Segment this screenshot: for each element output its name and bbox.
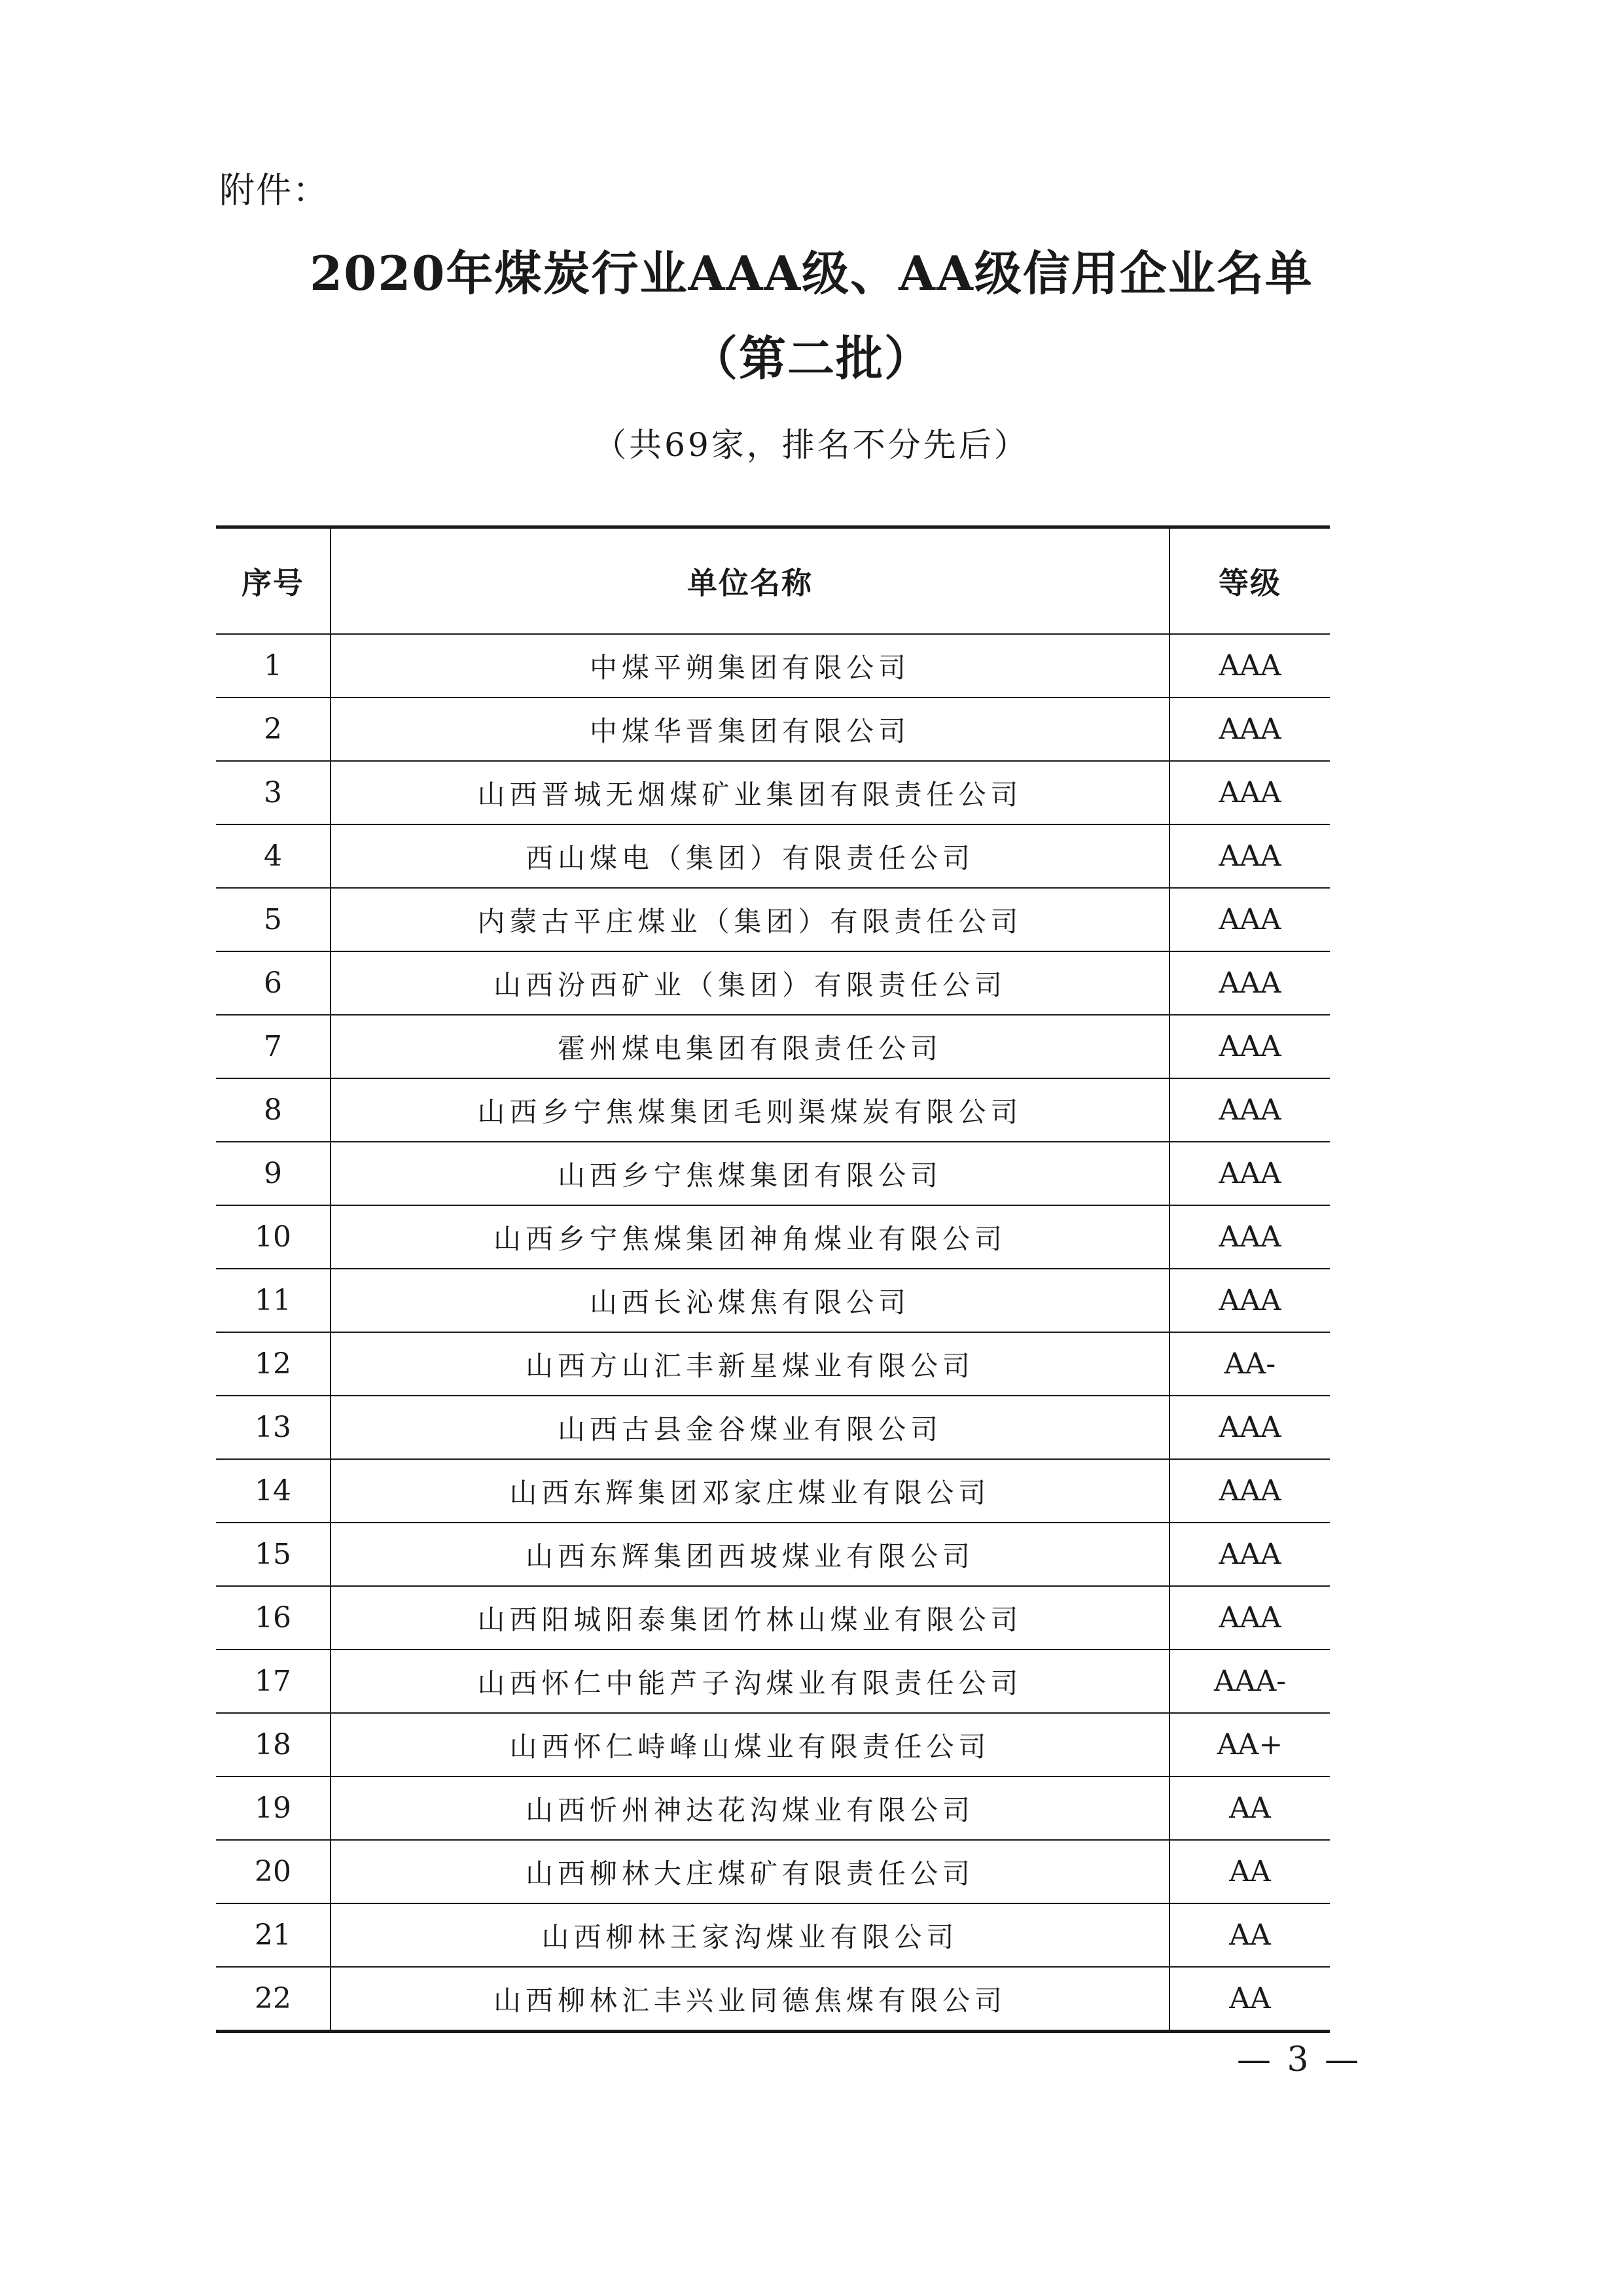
table-row [216, 761, 1330, 824]
unit-name-cell: 山西忻州神达花沟煤业有限公司 [330, 1776, 1169, 1840]
unit-name-cell: 山西乡宁焦煤集团有限公司 [330, 1142, 1169, 1205]
table-row [216, 1586, 1330, 1650]
table-row [216, 634, 1330, 698]
table-row [216, 1523, 1330, 1586]
table-row [216, 824, 1330, 888]
grade-cell: AAA [1169, 1523, 1330, 1586]
serial-number-cell: 14 [216, 1459, 330, 1523]
table-row [216, 1015, 1330, 1078]
table-row [216, 951, 1330, 1015]
table-row [216, 1269, 1330, 1332]
table-row [216, 698, 1330, 761]
header-grade: 等级 [1169, 527, 1330, 635]
grade-cell: AAA [1169, 824, 1330, 888]
table-row [216, 1142, 1330, 1205]
unit-name-cell: 山西怀仁中能芦子沟煤业有限责任公司 [330, 1650, 1169, 1713]
grade-cell: AAA [1169, 951, 1330, 1015]
serial-number-cell: 8 [216, 1078, 330, 1142]
serial-number-cell: 2 [216, 698, 330, 761]
grade-cell: AA- [1169, 1332, 1330, 1396]
serial-number-cell: 7 [216, 1015, 330, 1078]
serial-number-cell: 1 [216, 634, 330, 698]
unit-name-cell: 内蒙古平庄煤业（集团）有限责任公司 [330, 888, 1169, 951]
grade-cell: AA [1169, 1776, 1330, 1840]
enterprise-table-container [216, 525, 1330, 2033]
serial-number-cell: 13 [216, 1396, 330, 1459]
serial-number-cell: 11 [216, 1269, 330, 1332]
serial-number-cell: 15 [216, 1523, 330, 1586]
serial-number-cell: 21 [216, 1903, 330, 1967]
table-row [216, 1840, 1330, 1903]
table-row [216, 1396, 1330, 1459]
unit-name-cell: 山西古县金谷煤业有限公司 [330, 1396, 1169, 1459]
document-subtitle: （共69家，排名不分先后） [594, 426, 1029, 464]
unit-name-cell: 山西阳城阳泰集团竹林山煤业有限公司 [330, 1586, 1169, 1650]
unit-name-cell: 山西怀仁峙峰山煤业有限责任公司 [330, 1713, 1169, 1776]
grade-cell: AA [1169, 1840, 1330, 1903]
grade-cell: AAA [1169, 761, 1330, 824]
serial-number-cell: 16 [216, 1586, 330, 1650]
table-row [216, 1650, 1330, 1713]
grade-cell: AAA [1169, 1586, 1330, 1650]
enterprise-table [216, 525, 1330, 2033]
serial-number-cell: 6 [216, 951, 330, 1015]
table-row [216, 1459, 1330, 1523]
table-row [216, 1078, 1330, 1142]
unit-name-cell: 山西柳林大庄煤矿有限责任公司 [330, 1840, 1169, 1903]
serial-number-cell: 12 [216, 1332, 330, 1396]
grade-cell: AAA [1169, 1078, 1330, 1142]
attachment-label: 附件： [219, 169, 329, 211]
table-row [216, 1205, 1330, 1269]
unit-name-cell: 山西晋城无烟煤矿业集团有限责任公司 [330, 761, 1169, 824]
unit-name-cell: 山西东辉集团邓家庄煤业有限公司 [330, 1459, 1169, 1523]
grade-cell: AAA [1169, 888, 1330, 951]
serial-number-cell: 18 [216, 1713, 330, 1776]
grade-cell: AAA- [1169, 1650, 1330, 1713]
serial-number-cell: 3 [216, 761, 330, 824]
grade-cell: AAA [1169, 1269, 1330, 1332]
serial-number-cell: 19 [216, 1776, 330, 1840]
header-serial-number: 序号 [216, 527, 330, 635]
table-row [216, 1332, 1330, 1396]
table-header [216, 527, 1330, 635]
grade-cell: AAA [1169, 1015, 1330, 1078]
document-title-batch: （第二批） [690, 330, 933, 386]
unit-name-cell: 山西柳林汇丰兴业同德焦煤有限公司 [330, 1967, 1169, 2032]
grade-cell: AAA [1169, 1142, 1330, 1205]
serial-number-cell: 4 [216, 824, 330, 888]
table-row [216, 1967, 1330, 2032]
serial-number-cell: 17 [216, 1650, 330, 1713]
grade-cell: AAA [1169, 698, 1330, 761]
unit-name-cell: 山西汾西矿业（集团）有限责任公司 [330, 951, 1169, 1015]
unit-name-cell: 霍州煤电集团有限责任公司 [330, 1015, 1169, 1078]
grade-cell: AAA [1169, 634, 1330, 698]
serial-number-cell: 20 [216, 1840, 330, 1903]
grade-cell: AA [1169, 1967, 1330, 2032]
grade-cell: AA [1169, 1903, 1330, 1967]
unit-name-cell: 西山煤电（集团）有限责任公司 [330, 824, 1169, 888]
unit-name-cell: 中煤华晋集团有限公司 [330, 698, 1169, 761]
table-header-row [216, 527, 1330, 635]
grade-cell: AA+ [1169, 1713, 1330, 1776]
table-row [216, 1903, 1330, 1967]
serial-number-cell: 10 [216, 1205, 330, 1269]
unit-name-cell: 山西东辉集团西坡煤业有限公司 [330, 1523, 1169, 1586]
unit-name-cell: 中煤平朔集团有限公司 [330, 634, 1169, 698]
unit-name-cell: 山西柳林王家沟煤业有限公司 [330, 1903, 1169, 1967]
table-body [216, 634, 1330, 2032]
header-unit-name: 单位名称 [330, 527, 1169, 635]
table-row [216, 1713, 1330, 1776]
unit-name-cell: 山西乡宁焦煤集团毛则渠煤炭有限公司 [330, 1078, 1169, 1142]
serial-number-cell: 5 [216, 888, 330, 951]
table-row [216, 1776, 1330, 1840]
serial-number-cell: 9 [216, 1142, 330, 1205]
page-number: — 3 — [1237, 2040, 1362, 2079]
grade-cell: AAA [1169, 1459, 1330, 1523]
table-row [216, 888, 1330, 951]
serial-number-cell: 22 [255, 1982, 291, 2015]
unit-name-cell: 山西乡宁焦煤集团神角煤业有限公司 [330, 1205, 1169, 1269]
grade-cell: AAA [1169, 1396, 1330, 1459]
unit-name-cell: 山西方山汇丰新星煤业有限公司 [330, 1332, 1169, 1396]
unit-name-cell: 山西长沁煤焦有限公司 [330, 1269, 1169, 1332]
document-title: 2020年煤炭行业AAA级、AA级信用企业名单 [310, 245, 1313, 301]
grade-cell: AAA [1169, 1205, 1330, 1269]
